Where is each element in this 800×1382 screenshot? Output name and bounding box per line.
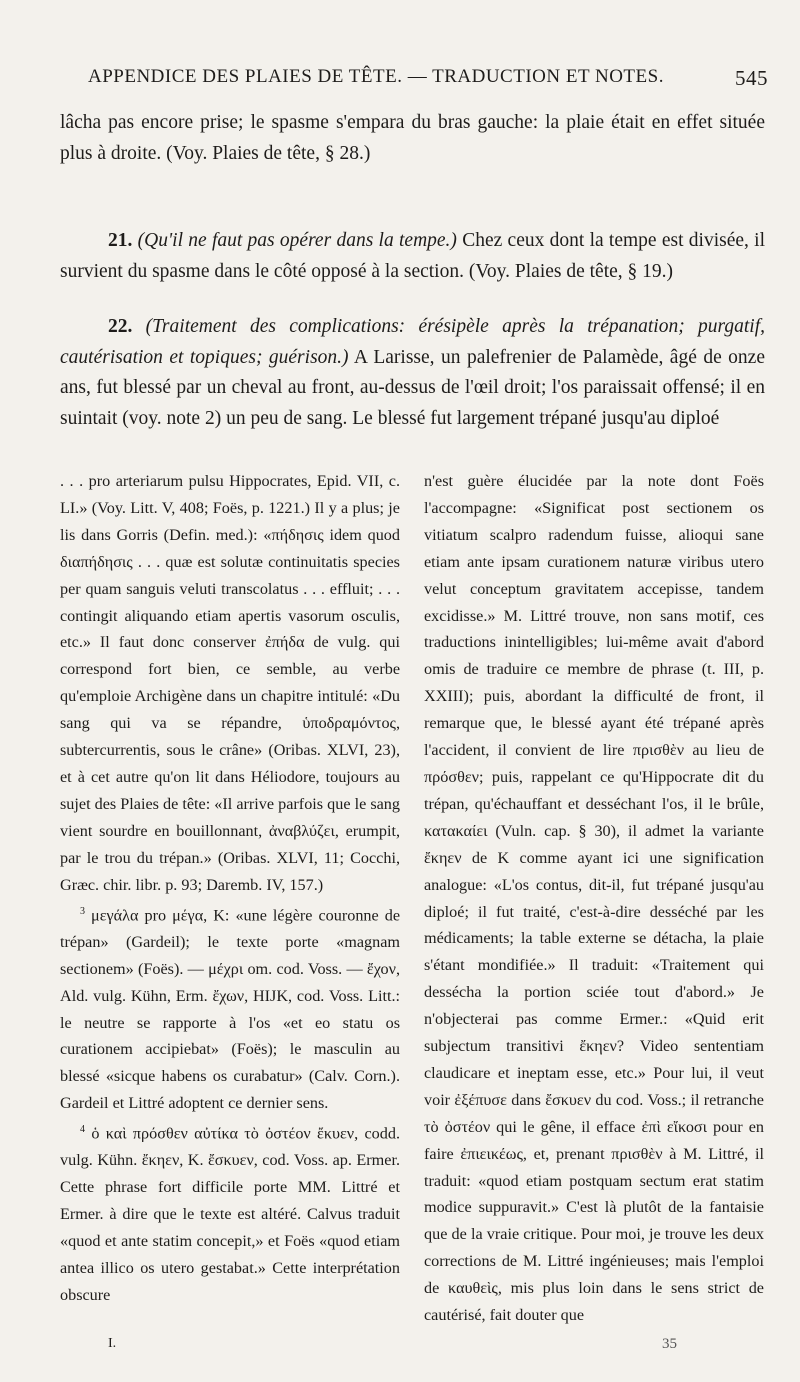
footnote-4-continuation: n'est guère élucidée par la note dont Foës l'accompagne: «Significat post sectionem os vitiatum scalpro radendum fuisse, alioqui sane etiam ante ipsam curationem naturæ viribus utero velut conceptum gravitatem accepisse, tandem excidisse.» M. Littré trouve, non sans motif, ces traductions inintelligibles; lui-même avait d'abord omis de traduire ce membre de phrase (t. III, p. XXIII); puis, abordant la difficulté de front, il remarque que, le blessé ayant été trépané après l'accident, il convient de lire πρισθὲν au lieu de πρόσθεν; puis, rappelant ce qu'Hippocrate dit du trépan, qu'échauffant et desséchant l'os, il le brûle, κατακαίει (Vuln. cap. § 30), il admet la variante ἔκηεν de K comme ayant ici une signification analogue: «L'os contus, dit-il, fut trépané jusqu'au diploé; il fut traité, c'est-à-dire desséché par les médicaments; la table externe se détacha, la plaie s'étant mondifiée.» Il traduit: «Traitement qui dessécha la portion sciée tout d'abord.» Je n'objecterai pas comme Ermer.: «Quid erit subjectum transitivi ἔκηεν? Video sententiam claudicare et ineptam esse, etc.» Pour lui, il veut voir ἐξέπυσε dans ἔσκυεν du cod. Voss.; il retranche τὸ ὀστέον qui le gêne, il efface ἐπὶ εἴκοσι pour en faire ἐπιεικέως, et, prenant πρισθὲν à M. Littré, il traduit: «quod etiam postquam sectum erat statim modice suppuravit.» C'est là plutôt de la fantaisie que de la vraie critique. Pour moi, je trouve les deux corrections de M. Littré ingénieuses; mais l'emploi de καυθεὶς, mis plus loin dans le sens strict de cautérisé, fait douter que [424,472,764,1325]
page-number: 545 [735,66,768,90]
intro-paragraph [60,108,765,169]
section-22-title: (Traitement des complications: érésipèle après la trépanation; purgatif, cautérisation et topiques; guérison.) [60,316,765,368]
footnotes-right-column [424,468,764,1329]
folio-number: 35 [662,1336,677,1352]
footnote-4-mark: 4 [80,1124,85,1136]
section-21-number: 21. [108,230,133,251]
signature-mark: I. [108,1336,117,1351]
section-22-number: 22. [108,316,133,337]
section-22 [60,312,765,434]
footnotes-left-column [60,468,400,1309]
footnote-4-text: ὁ καὶ πρόσθεν αὐτίκα τὸ ὀστέον ἔκυεν, codd. vulg. Kühn. ἔκηεν, K. ἔσκυεν, cod. Voss. ap. Ermer. Cette phrase fort difficile porte MM. Littré et Ermer. à dire que le texte est altéré. Calvus traduit «quod et ante statim concepit,» et Foës «quod etiam antea illico os utero gestabat.» Cette interprétation obscure [60,1124,400,1304]
intro-text: lâcha pas encore prise; le spasme s'empara du bras gauche: la plaie était en effet située plus à droite. (Voy. Plaies de tête, § 28.) [60,112,765,164]
section-21-text: Chez ceux dont la tempe est divisée, il survient du spasme dans le côté opposé à la section. (Voy. Plaies de tête, § 19.) [60,230,766,282]
page-title: APPENDICE DES PLAIES DE TÊTE. — TRADUCTION ET NOTES. [88,66,664,87]
section-21 [60,226,765,287]
footnote-3-text: μεγάλα pro μέγα, K: «une légère couronne de trépan» (Gardeil); le texte porte «magnam sectionem» (Foës). — μέχρι om. cod. Voss. — ἔχον, Ald. vulg. Kühn, Erm. ἔχων, HIJK, cod. Voss. Litt.: le neutre se rapporte à l'os «et eo statu os curationem accipiebat» (Foës); le masculin au blessé «sicque habens os curabatur» (Calv. Corn.). Gardeil et Littré adoptent ce dernier sens. [60,905,400,1113]
footnote-3-mark: 3 [80,905,85,917]
footnote-continuation: . . . pro arteriarum pulsu Hippocrates, Epid. VII, c. LI.» (Voy. Litt. V, 408; Foës, p. 1221.) Il y a plus; je lis dans Gorris (Defin. med.): «πήδησις idem quod διαπήδησις . . . quæ est solutæ continuitatis species per quam sanguis veluti transcolatus . . . effluit; . . . contingit aliquando etiam apertis vasorum osculis, etc.» Il faut donc conserver ἐπήδα de vulg. qui correspond fort bien, ce semble, au verbe qu'emploie Archigène dans un chapitre intitulé: «Du sang qui va se répandre, ὑποδραμόντος, subtercurrentis, sous le crâne» (Oribas. XLVI, 23), et à cet autre qu'on lit dans Héliodore, toujours au sujet des Plaies de tête: «Il arrive parfois que le sang vient sourdre en bouillonnant, ἀναβλύζει, erumpit, par le trou du trépan.» (Oribas. XLVI, 11; Cocchi, Græc. chir. libr. p. 93; Daremb. IV, 157.) [60,472,400,894]
footnotes [60,468,765,1328]
section-22-text: A Larisse, un palefrenier de Palamède, âgé de onze ans, fut blessé par un cheval au front, au-dessus de l'œil droit; l'os paraissait offensé; il en suintait (voy. note 2) un peu de sang. Le blessé fut largement trépané jusqu'au diploé [60,346,765,429]
footnote-4 [60,1117,400,1309]
footnote-3 [60,899,400,1118]
section-21-title: (Qu'il ne faut pas opérer dans la tempe.) [137,230,457,251]
